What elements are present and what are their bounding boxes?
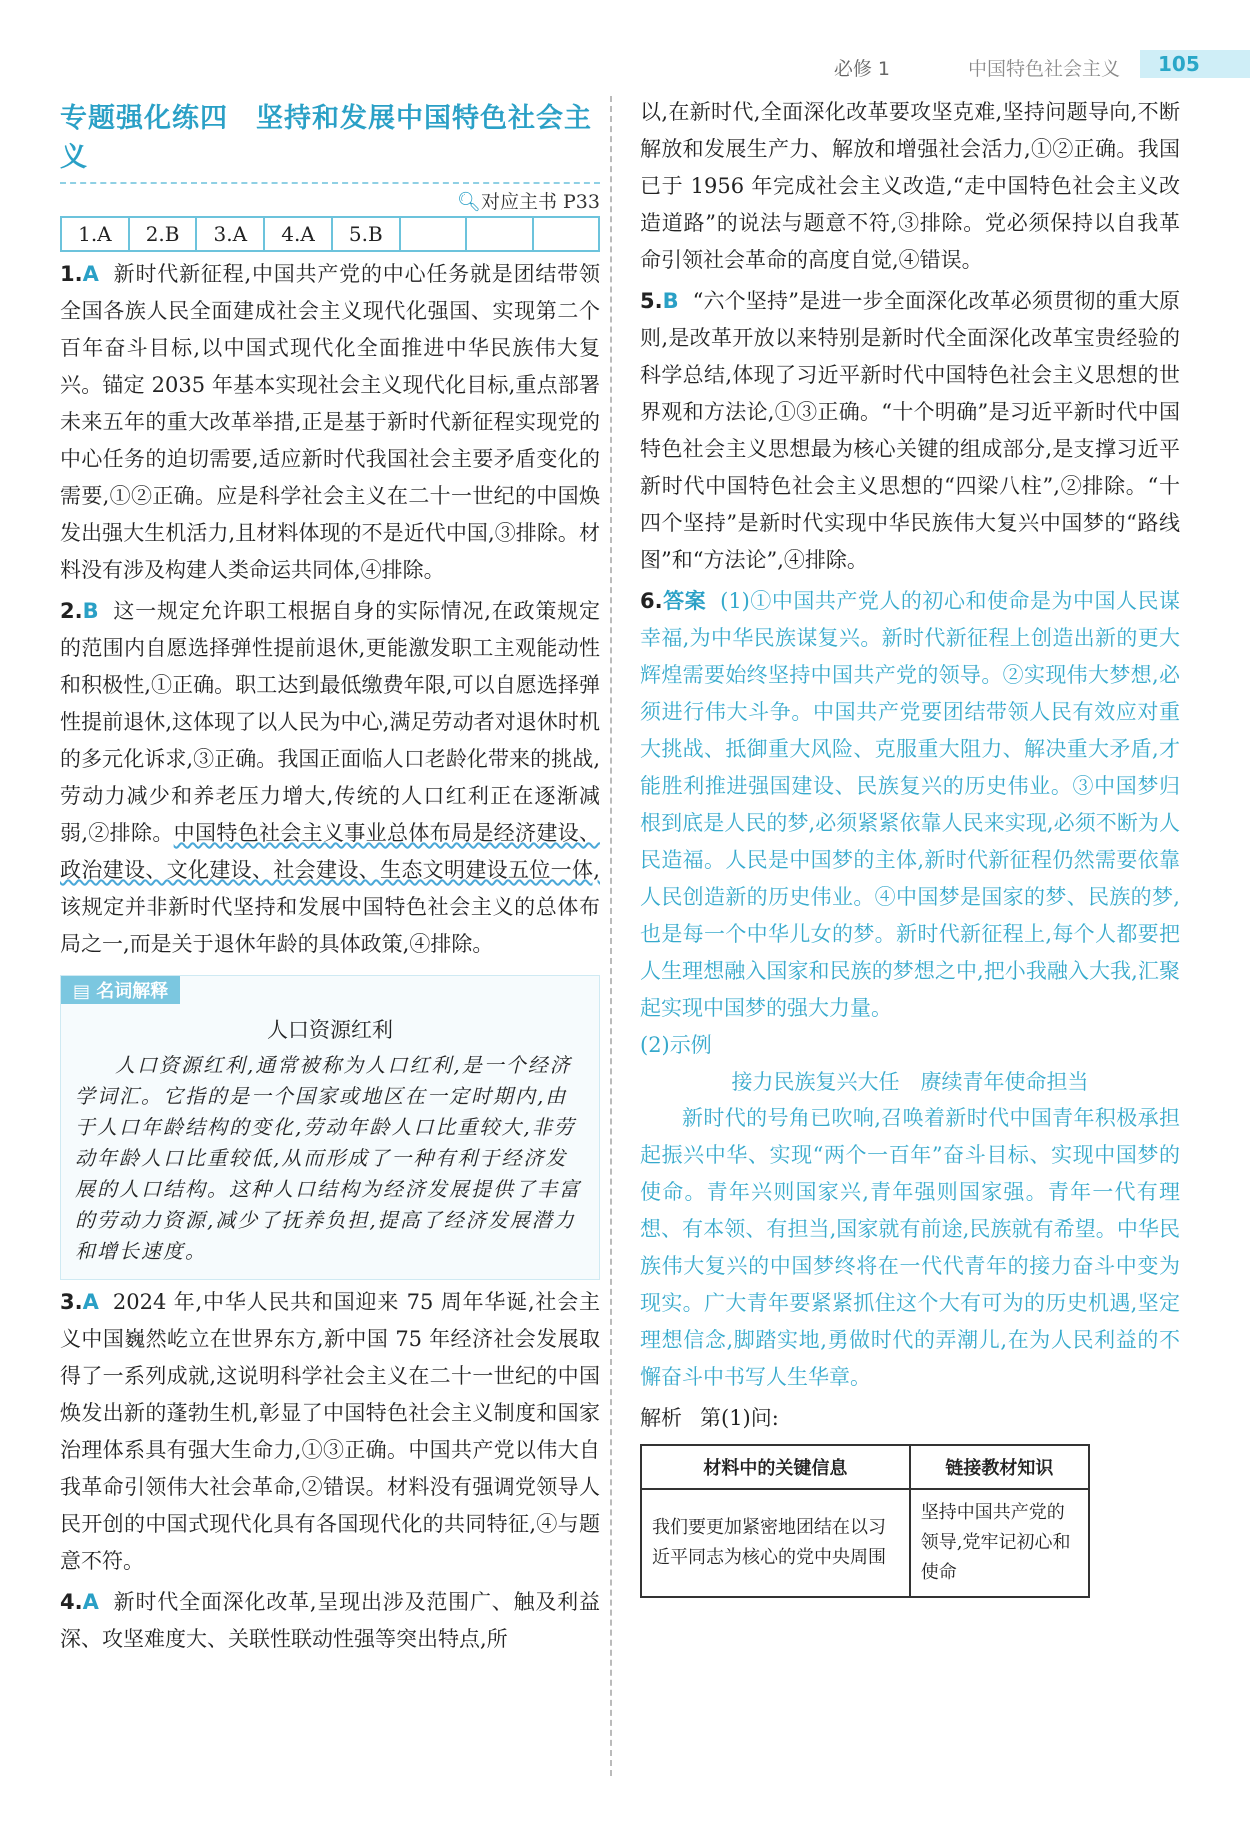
page-title: 专题强化练四 坚持和发展中国特色社会主义 [60,103,592,173]
question-number: 1. [60,262,83,286]
title-rule [60,182,600,213]
question-number: 6. [640,589,663,613]
table-header: 材料中的关键信息 [641,1445,910,1489]
question-answer: B [82,599,99,623]
right-column [640,94,1180,1598]
question-number: 2. [60,599,83,623]
magnifier-icon: 🔍︎ [456,191,481,213]
question-explanation: “六个坚持”是进一步全面深化改革必须贯彻的重大原则,是改革开放以来特别是新时代全面深化改革宝贵经验的科学总结,体现了习近平新时代中国特色社会主义思想的世界观和方法论,①③正确。“十个明确”是习近平新时代中国特色社会主义思想最为核心关键的组成部分,是支撑习近平新时代中国特色社会主义思想的“四梁八柱”,②排除。“十四个坚持”是新时代实现中华民族伟大复兴中国梦的“路线图”和“方法论”,④排除。 [640,289,1180,572]
question-5 [640,283,1180,579]
question-explanation: 新时代新征程,中国共产党的中心任务就是团结带领全国各族人民全面建成社会主义现代化强国、实现第二个百年奋斗目标,以中国式现代化全面推进中华民族伟大复兴。锚定 2035 年基本实现社会主义现代化目标,重点部署未来五年的重大改革举措,正是基于新时代新征程实现党的中心任务的迫切需要,适应新时代我国社会主要矛盾变化的需要,①②正确。应是科学社会主义在二十一世纪的中国焕发出强大生机活力,且材料体现的不是近代中国,③排除。材料没有涉及构建人类命运共同体,④排除。 [60,262,600,582]
topic-label: 中国特色社会主义 [967,58,1120,80]
question-number: 5. [640,289,663,313]
question-1 [60,256,600,589]
underlined-text: 中国特色社会主义事业总体布局是经济建设、政治建设、文化建设、社会建设、生态文明建设五位一体, [60,821,600,882]
answer-label: 答案 [662,589,707,613]
question-answer: A [82,262,99,286]
essay-title: 接力民族复兴大任 赓续青年使命担当 [731,1070,1089,1094]
answer-cell: 4.A [264,217,332,251]
question-answer: B [662,289,679,313]
question-number: 3. [60,1290,83,1314]
table-header: 链接教材知识 [910,1445,1089,1489]
table-cell: 我们要更加紧密地团结在以习近平同志为核心的党中央周围 [641,1489,910,1597]
term-tag-label: 名词解释 [96,981,169,1002]
term-tag [61,976,180,1004]
question-number: 4. [60,1590,83,1614]
question-4-continued: 以,在新时代,全面深化改革要攻坚克难,坚持问题导向,不断解放和发展生产力、解放和增强社会活力,①②正确。我国已于 1956 年完成社会主义改造,“走中国特色社会主义改造道路”的说法与题意不符,③排除。党必须保持以自我革命引领社会革命的高度自觉,④错误。 [640,100,1180,272]
reference-text: 对应主书 P33 [480,191,600,213]
term-body: 人口资源红利,通常被称为人口红利,是一个经济学词汇。它指的是一个国家或地区在一定时期内,由于人口年龄结构的变化,劳动年龄人口比重较大,非劳动年龄人口比重较低,从而形成了一种有利于经济发展的人口结构。这种人口结构为经济发展提供了丰富的劳动力资源,减少了抚养负担,提高了经济发展潜力和增长速度。 [75,1053,581,1263]
question-4-start [60,1584,600,1658]
answer-part-1: (1)①中国共产党人的初心和使命是为中国人民谋幸福,为中华民族谋复兴。新时代新征程上创造出新的更大辉煌需要始终坚持中国共产党的领导。②实现伟大梦想,必须进行伟大斗争。中国共产党要团结带领人民有效应对重大挑战、抵御重大风险、克服重大阻力、解决重大矛盾,才能胜利推进强国建设、民族复兴的历史伟业。③中国梦归根到底是人民的梦,必须紧紧依靠人民来实现,必须不断为人民造福。人民是中国梦的主体,新时代新征程仍然需要依靠人民创造新的历史伟业。④中国梦是国家的梦、民族的梦,也是每一个中华儿女的梦。新时代新征程上,每个人都要把人生理想融入国家和民族的梦想之中,把小我融入大我,汇聚起实现中国梦的强大力量。 [640,589,1181,1020]
answer-key-table [60,216,600,252]
answer-cell [533,217,600,251]
analysis-section [640,1400,1180,1436]
question-explanation: 新时代全面深化改革,呈现出涉及范围广、触及利益深、攻坚难度大、关联性联动性强等突出特点,所 [60,1590,600,1651]
essay-body: 新时代的号角已吹响,召唤着新时代中国青年积极承担起振兴中华、实现“两个一百年”奋斗目标、实现中国梦的使命。青年兴则国家兴,青年强则国家强。青年一代有理想、有本领、有担当,国家就有前途,民族就有希望。中华民族伟大复兴的中国梦终将在一代代青年的接力奋斗中变为现实。广大青年要紧紧抓住这个大有可为的历史机遇,坚定理想信念,脚踏实地,勇做时代的弄潮儿,在为人民利益的不懈奋斗中书写人生华章。 [640,1106,1180,1389]
analysis-subtitle: 第(1)问: [700,1406,779,1430]
course-label: 必修 1 [833,58,890,80]
question-explanation: 2024 年,中华人民共和国迎来 75 周年华诞,社会主义中国巍然屹立在世界东方,新中国 75 年经济社会发展取得了一系列成就,这说明科学社会主义在二十一世纪的中国焕发出新的蓬勃生机,彰显了中国特色社会主义制度和国家治理体系具有强大生命力,①③正确。中国共产党以伟大自我革命引领伟大社会革命,②错误。材料没有强调党领导人民开创的中国式现代化具有各国现代化的共同特征,④与题意不符。 [60,1290,600,1573]
question-answer: A [82,1590,99,1614]
question-explanation: 这一规定允许职工根据自身的实际情况,在政策规定的范围内自愿选择弹性提前退休,更能激发职工主观能动性和积极性,①正确。职工达到最低缴费年限,可以自愿选择弹性提前退休,这体现了以人民为中心,满足劳动者对退休时机的多元化诉求,③正确。我国正面临人口老龄化带来的挑战,劳动力减少和养老压力增大,传统的人口红利正在逐渐减弱,②排除。 [60,599,600,845]
main-book-reference [457,187,600,214]
page-header [0,50,1250,80]
knowledge-table [640,1444,1090,1598]
book-icon: ▤ [73,981,97,1002]
answer-cell: 5.B [332,217,400,251]
answer-cell [400,217,466,251]
question-answer: A [82,1290,99,1314]
answer-cell [466,217,532,251]
question-2 [60,593,600,963]
answer-part-2-label: (2)示例 [640,1033,712,1057]
question-explanation-end: 该规定并非新时代坚持和发展中国特色社会主义的总体布局之一,而是关于退休年龄的具体政策,④排除。 [60,895,600,956]
term-explanation-box [60,975,600,1280]
answer-cell: 2.B [129,217,197,251]
page-number: 105 [1140,50,1250,78]
term-title: 人口资源红利 [267,1018,393,1042]
table-cell: 坚持中国共产党的领导,党牢记初心和使命 [910,1489,1089,1597]
answer-cell: 1.A [61,217,129,251]
analysis-label: 解析 [640,1406,682,1430]
question-3 [60,1284,600,1580]
left-column [60,96,600,1658]
question-6 [640,583,1180,1027]
answer-cell: 3.A [196,217,264,251]
column-divider [610,96,612,1776]
